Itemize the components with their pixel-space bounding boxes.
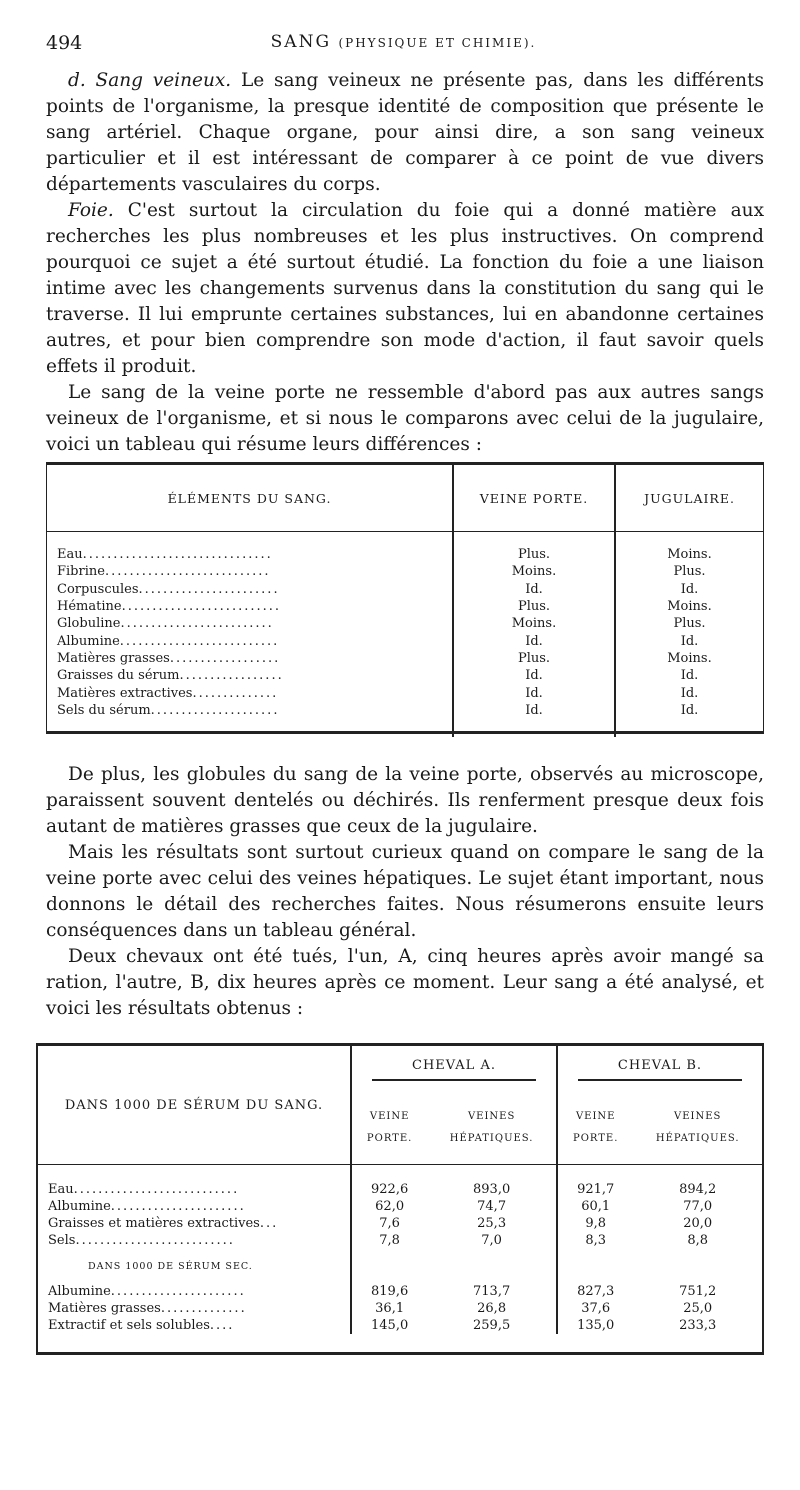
element-label (47, 563, 453, 580)
row-label (38, 1215, 351, 1232)
table1-header-veine-porte: VEINE PORTE. (453, 465, 615, 532)
element-label (47, 667, 453, 684)
row-label (38, 1198, 351, 1215)
value-veine-porte: Id. (453, 702, 615, 737)
text-block-middle (46, 762, 764, 1022)
label-foie: Foie. (68, 200, 114, 221)
value-jugulaire: Plus. (673, 564, 706, 580)
table2-sub-a-hepatiques: VEINES HÉPATIQUES. (427, 1092, 557, 1165)
value-b-hepatiques: 20,0 (683, 1216, 713, 1231)
table-chevaux (36, 1043, 764, 1355)
value-a-hepatiques: 7,0 (427, 1232, 557, 1249)
element-name: Sels du sérum (57, 702, 151, 718)
value-b-hepatiques: 751,2 (679, 1284, 717, 1299)
table2-sub-a-porte: VEINE PORTE. (351, 1092, 427, 1165)
leader-dots: .......................... (119, 633, 280, 649)
value-veine-porte: Id. (453, 632, 615, 649)
leader-dots: ............................... (82, 547, 273, 563)
value-veine-porte: Plus. (453, 532, 615, 564)
row-name: Sels (48, 1233, 76, 1248)
row-label (38, 1300, 351, 1317)
value-jugulaire: Id. (680, 633, 699, 649)
element-label (47, 598, 453, 615)
row-name: Matières grasses (48, 1301, 161, 1316)
value-veine-porte: Plus. (453, 650, 615, 667)
empty-cell (351, 1249, 427, 1283)
element-label (47, 615, 453, 632)
table2-header-cheval-a: CHEVAL A. (351, 1046, 557, 1092)
leader-dots: .......................... (121, 599, 282, 615)
value-b-porte: 921,7 (577, 1182, 615, 1197)
leader-dots: ......................... (120, 616, 274, 632)
table-subheader-row (38, 1249, 762, 1283)
value-b-hepatiques: 8,8 (687, 1233, 709, 1248)
table-row (38, 1215, 762, 1232)
running-title-main: SANG (270, 32, 332, 52)
running-title-sub: (PHYSIQUE ET CHIMIE). (338, 36, 537, 50)
value-b-porte: 827,3 (577, 1284, 615, 1299)
table-row (47, 598, 763, 615)
element-label (47, 684, 453, 701)
table-row (47, 702, 763, 737)
value-a-porte: 922,6 (371, 1182, 409, 1197)
table-row (47, 632, 763, 649)
leader-dots: ...................... (110, 1199, 246, 1214)
value-b-hepatiques: 25,0 (683, 1301, 713, 1316)
table2-sub-b-hepatiques: VEINES HÉPATIQUES. (633, 1092, 762, 1165)
row-label (38, 1232, 351, 1249)
empty-cell (427, 1249, 557, 1283)
element-label (47, 702, 453, 737)
element-label (47, 650, 453, 667)
value-jugulaire: Moins. (667, 650, 712, 666)
table2-sub-b-porte: VEINE PORTE. (557, 1092, 633, 1165)
table-row (47, 650, 763, 667)
empty-cell (633, 1249, 762, 1283)
leader-dots: .................. (169, 650, 281, 666)
text-block-top (46, 68, 764, 458)
value-a-porte: 819,6 (371, 1284, 409, 1299)
value-a-hepatiques: 26,8 (427, 1300, 557, 1317)
element-name: Corpuscules (57, 581, 139, 597)
leader-dots: ................. (179, 668, 284, 684)
table1-header-jugulaire: JUGULAIRE. (615, 465, 763, 532)
value-a-hepatiques: 25,3 (427, 1215, 557, 1232)
paragraph-chevaux: Deux chevaux ont été tués, l'un, A, cinq heures après avoir mangé sa ration, l'autre, B, dix heures après ce moment. Leur sang a été analysé, et voici les résultats obtenus : (46, 946, 764, 1019)
element-name: Fibrine (57, 564, 105, 580)
value-b-porte: 9,8 (585, 1216, 607, 1231)
element-label (47, 532, 453, 564)
paragraph-sang-veineux: d. Sang veineux. Le sang veineux ne présente pas, dans les différents points de l'organisme, la presque identité de composition que présente le sang artériel. Chaque organe, pour ainsi dire, a son sang veineux particulier et il est intéressant de comparer à ce point de vue divers départements vasculaires du corps. (46, 70, 764, 195)
running-title (46, 32, 761, 52)
leader-dots: .... (209, 1318, 235, 1333)
table-row (38, 1300, 762, 1317)
leader-dots: ........................... (73, 1182, 240, 1197)
element-name: Graisses du sérum (57, 668, 180, 684)
empty-cell (557, 1249, 633, 1283)
value-b-hepatiques: 894,2 (679, 1182, 717, 1197)
value-b-porte: 60,1 (581, 1199, 611, 1214)
value-veine-porte: Moins. (453, 615, 615, 632)
table-row (38, 1165, 762, 1199)
leader-dots: ..................... (150, 702, 280, 718)
value-a-porte: 62,0 (375, 1199, 405, 1214)
paragraph-globules: De plus, les globules du sang de la veine porte, observés au microscope, paraissent souvent dentelés ou déchirés. Ils renferment presque deux fois autant de matières grasses que ceux de la jugulaire. (46, 764, 764, 837)
table-row (47, 581, 763, 598)
value-jugulaire: Plus. (673, 616, 706, 632)
table-row (38, 1232, 762, 1249)
paragraph-resultats: Mais les résultats sont surtout curieux quand on compare le sang de la veine porte avec celui des veines hépatiques. Le sujet étant important, nous donnons le détail des recherches faites. Nous résumerons ensuite leurs conséquences dans un tableau général. (46, 842, 764, 941)
value-veine-porte: Id. (453, 581, 615, 598)
value-b-porte: 37,6 (581, 1301, 611, 1316)
table-row (38, 1198, 762, 1215)
table-row (47, 615, 763, 632)
value-veine-porte: Id. (453, 667, 615, 684)
value-jugulaire: Id. (680, 702, 699, 718)
leader-dots: .............. (192, 685, 279, 701)
running-head (46, 32, 761, 56)
table-row (47, 684, 763, 701)
value-a-hepatiques: 713,7 (427, 1283, 557, 1300)
value-b-hepatiques: 77,0 (683, 1199, 713, 1214)
value-a-porte: 7,8 (379, 1233, 400, 1248)
leader-dots: ....................... (138, 581, 280, 597)
value-jugulaire: Id. (680, 668, 699, 684)
leader-dots: ... (259, 1216, 279, 1231)
value-jugulaire: Id. (680, 685, 699, 701)
element-name: Eau (57, 547, 83, 563)
value-jugulaire: Moins. (667, 547, 712, 563)
row-name: Eau (48, 1182, 74, 1197)
table2-header-cheval-b: CHEVAL B. (557, 1046, 762, 1092)
table-row (47, 532, 763, 564)
value-jugulaire: Id. (680, 581, 699, 597)
label-sang-veineux: d. Sang veineux. (68, 70, 232, 91)
table1-header-elements: ÉLÉMENTS DU SANG. (47, 465, 453, 532)
element-label (47, 632, 453, 649)
leader-dots: ........................... (104, 564, 271, 580)
table-row (47, 667, 763, 684)
table2-row-header: DANS 1000 DE SÉRUM DU SANG. (38, 1046, 351, 1165)
row-label (38, 1283, 351, 1300)
value-a-porte: 36,1 (375, 1301, 405, 1316)
paragraph-veine-porte-intro: Le sang de la veine porte ne ressemble d'abord pas aux autres sangs veineux de l'organisme, et si nous le comparons avec celui de la jugulaire, voici un tableau qui résume leurs différences : (46, 382, 764, 455)
value-b-porte: 135,0 (577, 1318, 615, 1333)
leader-dots: .......................... (75, 1233, 235, 1248)
element-name: Matières grasses (57, 650, 170, 666)
paragraph-foie: Foie. C'est surtout la circulation du foie qui a donné matière aux recherches les plus nombreuses et les plus instructives. On comprend pourquoi ce sujet a été surtout étudié. La fonction du foie a une liaison intime avec les changements survenus dans la constitution du sang qui le traverse. Il lui emprunte certaines substances, lui en abandonne certaines autres, et pour bien comprendre son mode d'action, il faut savoir quels effets il produit. (46, 200, 764, 377)
row-label (38, 1165, 351, 1199)
value-a-hepatiques: 259,5 (427, 1317, 557, 1334)
element-name: Globuline (57, 616, 121, 632)
element-name: Matières extractives (57, 685, 193, 701)
leader-dots: .............. (160, 1301, 247, 1316)
table-row (38, 1317, 762, 1334)
value-a-hepatiques: 74,7 (427, 1198, 557, 1215)
leader-dots: ...................... (110, 1284, 246, 1299)
value-jugulaire: Moins. (667, 599, 712, 615)
value-veine-porte: Plus. (453, 598, 615, 615)
table-veine-porte-jugulaire (46, 462, 764, 734)
row-name: Albumine (48, 1199, 111, 1214)
row-name: Graisses et matières extractives (48, 1216, 260, 1231)
value-a-porte: 7,6 (379, 1216, 400, 1231)
value-veine-porte: Moins. (453, 563, 615, 580)
element-label (47, 581, 453, 598)
value-veine-porte: Id. (453, 684, 615, 701)
value-b-porte: 8,3 (585, 1233, 607, 1248)
value-a-porte: 145,0 (371, 1318, 409, 1333)
row-name: Extractif et sels solubles (48, 1318, 210, 1333)
page-number: 494 (46, 32, 83, 54)
row-name: Albumine (48, 1284, 111, 1299)
value-a-hepatiques: 893,0 (427, 1165, 557, 1199)
row-label (38, 1317, 351, 1334)
element-name: Albumine (57, 633, 120, 649)
table-row (38, 1283, 762, 1300)
subheader-serum-sec: DANS 1000 DE SÉRUM SEC. (38, 1249, 351, 1283)
table-row (47, 563, 763, 580)
element-name: Hématine (57, 599, 122, 615)
value-b-hepatiques: 233,3 (679, 1318, 717, 1333)
